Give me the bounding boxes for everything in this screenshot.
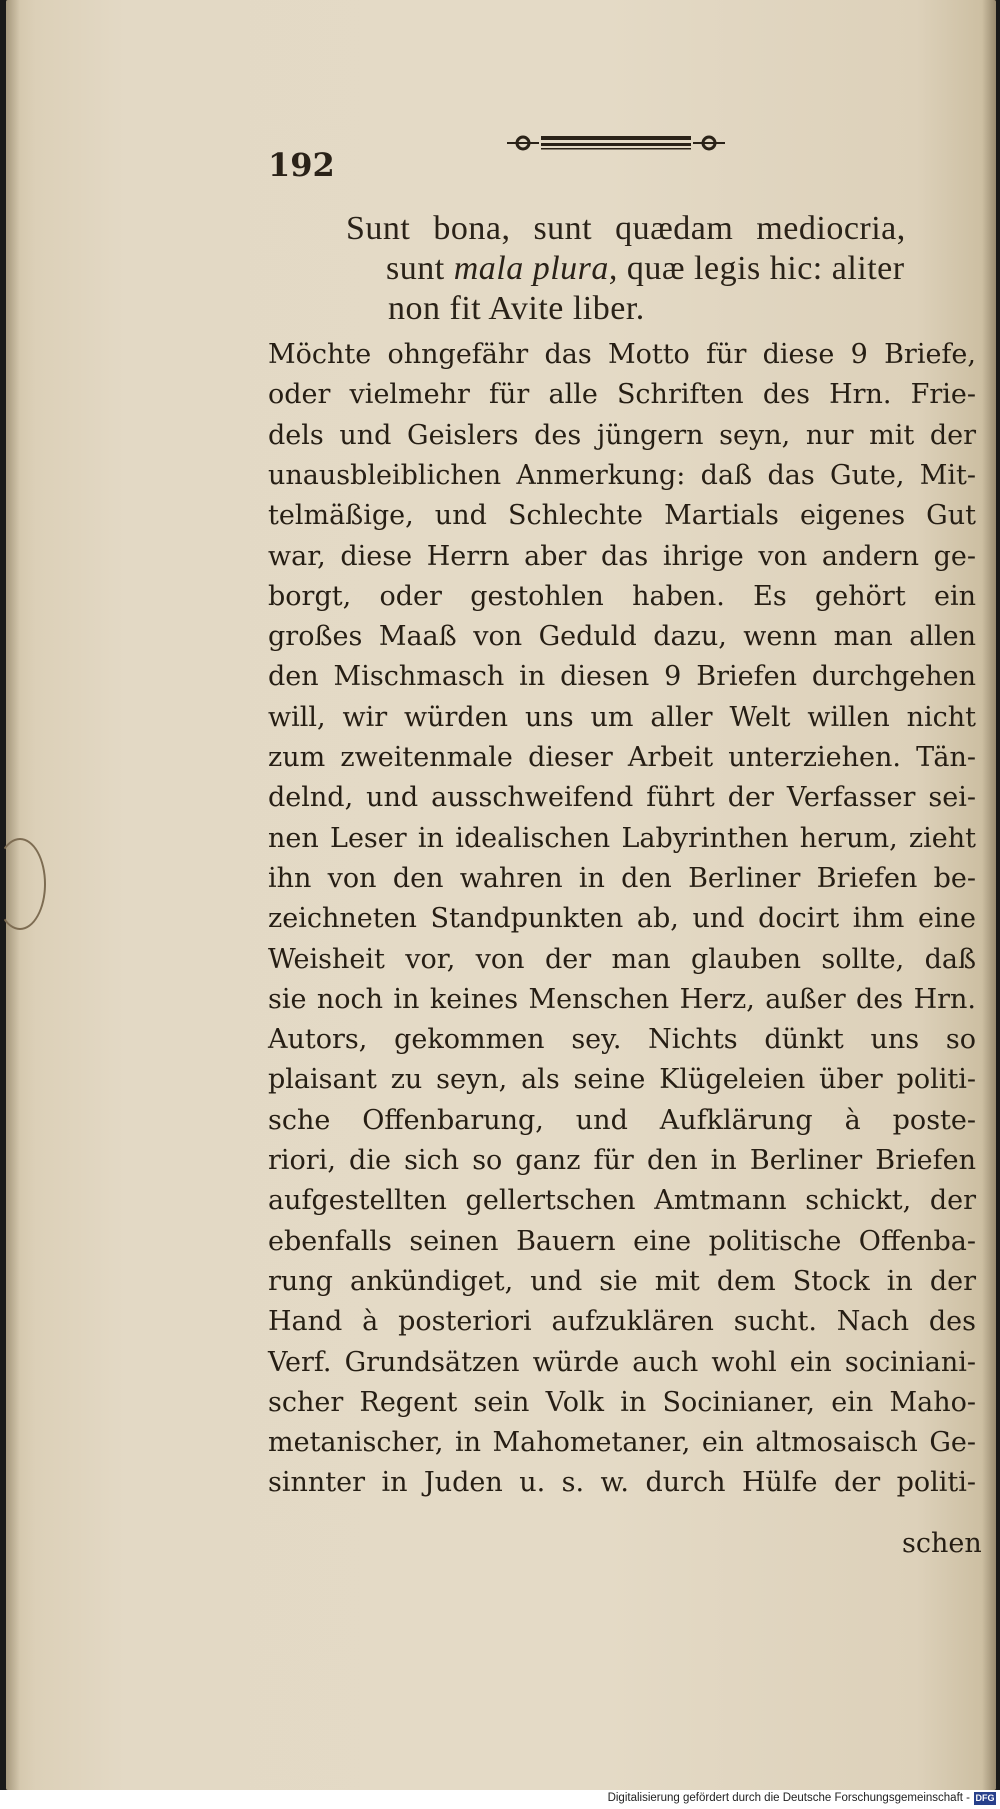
body-line: delnd, und ausschweifend führt der Verfasser sei-	[268, 782, 976, 814]
body-line: ebenfalls seinen Bauern eine politische Offenba-	[268, 1225, 976, 1257]
motto-line-2	[386, 250, 905, 288]
catchword: schen	[902, 1528, 982, 1559]
motto-line-1: Sunt bona, sunt quædam mediocria,	[346, 210, 906, 247]
motto-line-2-start: sunt	[386, 250, 445, 287]
body-line: ihn von den wahren in den Berliner Briefen be-	[268, 862, 976, 894]
body-line: war, diese Herrn aber das ihrige von andern ge-	[268, 540, 976, 572]
digitization-credit: Digitalisierung gefördert durch die Deutsche Forschungsgemeinschaft -	[607, 1792, 970, 1804]
body-line: aufgestellten gellertschen Amtmann schickt, der	[268, 1185, 976, 1217]
body-line: den Mischmasch in diesen 9 Briefen durchgehen	[268, 661, 976, 693]
body-line: großes Maaß von Geduld dazu, wenn man allen	[268, 621, 976, 653]
body-line: zeichneten Standpunkten ab, und docirt ihm eine	[268, 903, 976, 935]
page-edge-shade	[982, 0, 996, 1790]
header-ornament-icon	[501, 128, 731, 158]
body-line: Hand à posteriori aufzuklären sucht. Nach des	[268, 1306, 976, 1338]
page-number: 192	[268, 146, 335, 184]
body-line: plaisant zu seyn, als seine Klügeleien über politi-	[268, 1064, 976, 1096]
motto-line-2-italic: mala plura,	[453, 250, 618, 287]
book-page	[6, 0, 996, 1790]
body-line: Autors, gekommen sey. Nichts dünkt uns so	[268, 1024, 976, 1056]
body-line: will, wir würden uns um aller Welt willen nicht	[268, 701, 976, 733]
body-line: sinnter in Juden u. s. w. durch Hülfe der politi-	[268, 1467, 976, 1499]
body-line: sche Offenbarung, und Aufklärung à poste-	[268, 1104, 976, 1136]
body-line: Verf. Grundsätzen würde auch wohl ein sociniani-	[268, 1346, 976, 1378]
body-line: dels und Geislers des jüngern seyn, nur mit der	[268, 419, 976, 451]
page-binding-hole	[0, 838, 46, 930]
body-line: borgt, oder gestohlen haben. Es gehört ein	[268, 580, 976, 612]
body-line: scher Regent sein Volk in Socinianer, ein Maho-	[268, 1386, 976, 1418]
body-line: oder vielmehr für alle Schriften des Hrn. Frie-	[268, 379, 976, 411]
dfg-logo: DFG	[975, 1793, 995, 1803]
body-line: unausbleiblichen Anmerkung: daß das Gute, Mit-	[268, 459, 976, 491]
body-line: sie noch in keines Menschen Herz, außer des Hrn.	[268, 983, 976, 1015]
body-line: Möchte ohngefähr das Motto für diese 9 Briefe,	[268, 339, 976, 370]
body-line: Weisheit vor, von der man glauben sollte, daß	[268, 943, 976, 975]
body-line: nen Leser in idealischen Labyrinthen herum, zieht	[268, 822, 976, 854]
body-line: telmäßige, und Schlechte Martials eigenes Gut	[268, 500, 976, 532]
body-line: zum zweitenmale dieser Arbeit unterziehen. Tän-	[268, 742, 976, 773]
motto-line-2-end: quæ legis hic: aliter	[626, 250, 905, 287]
body-line: rung ankündiget, und sie mit dem Stock in der	[268, 1265, 976, 1297]
body-line: metanischer, in Mahometaner, ein altmosaisch Ge-	[268, 1427, 976, 1459]
motto-line-3: non fit Avite liber.	[388, 290, 645, 327]
body-line: riori, die sich so ganz für den in Berliner Briefen	[268, 1145, 976, 1176]
